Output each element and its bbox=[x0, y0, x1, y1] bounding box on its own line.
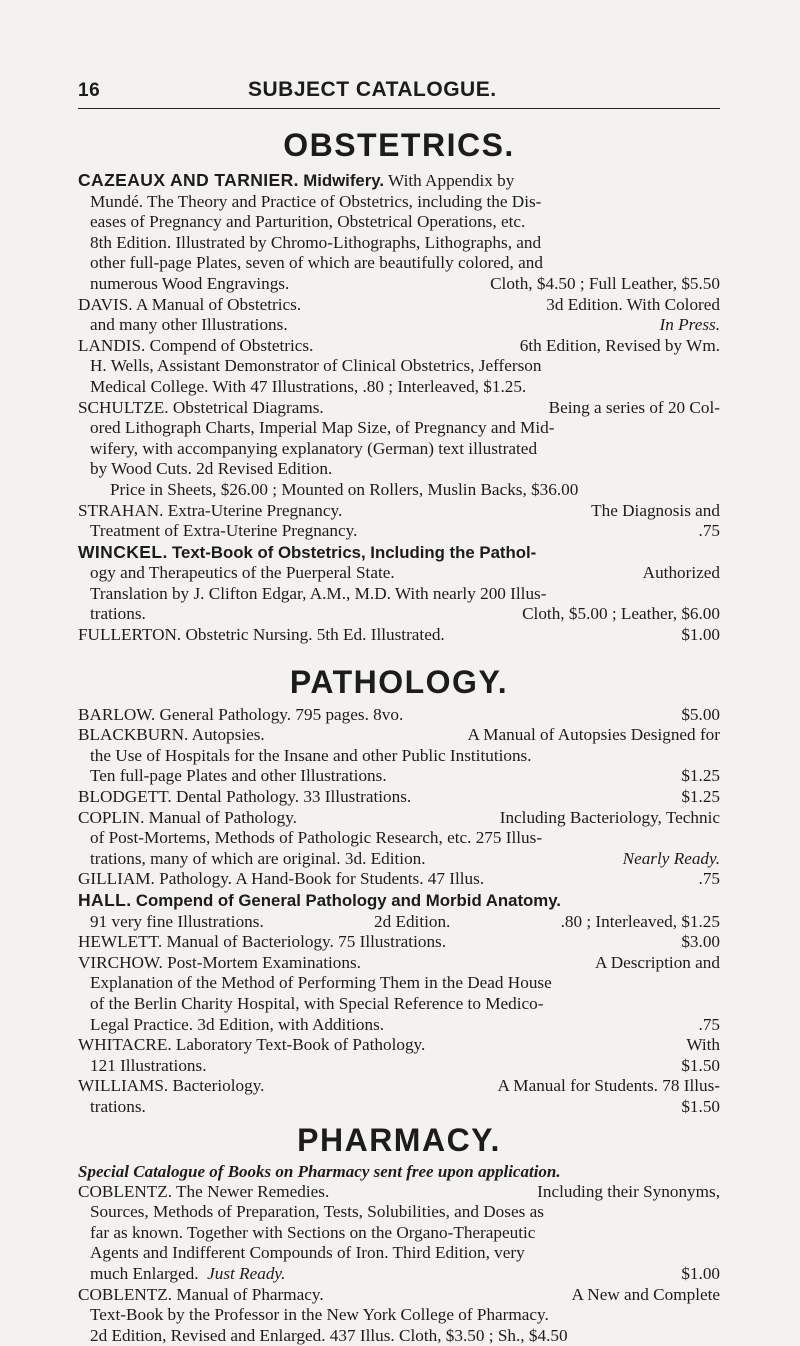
entry-text: 795 pages. 8vo. bbox=[295, 705, 403, 724]
entry-gilliam bbox=[78, 869, 720, 890]
entry-title: Autopsies. bbox=[192, 725, 265, 744]
entry-title: A Manual of Obstetrics. bbox=[136, 295, 301, 314]
entry-williams bbox=[78, 1076, 720, 1117]
entry-text: numerous Wood Engravings. bbox=[90, 274, 289, 295]
entry-status: Nearly Ready. bbox=[623, 849, 720, 870]
entry-author: LANDIS. bbox=[78, 336, 145, 355]
running-head bbox=[78, 78, 720, 102]
entry-title: Midwifery. bbox=[303, 171, 384, 190]
entry-status: In Press. bbox=[660, 315, 720, 336]
entry-text: trations. bbox=[90, 604, 146, 625]
entry-text: Being a series of 20 Col- bbox=[549, 398, 720, 419]
entry-title: Laboratory Text-Book of Pathology. bbox=[176, 1035, 425, 1054]
entry-text: Including Bacteriology, Technic bbox=[500, 808, 720, 829]
page-title: SUBJECT CATALOGUE. bbox=[162, 78, 720, 102]
entry-coplin bbox=[78, 808, 720, 870]
entry-author: CAZEAUX AND TARNIER. bbox=[78, 170, 299, 190]
entry-author: BLACKBURN. bbox=[78, 725, 188, 744]
entry-text: eases of Pregnancy and Parturition, Obstetrical Operations, etc. bbox=[78, 212, 720, 233]
section-heading-pathology: PATHOLOGY. bbox=[78, 664, 720, 701]
entry-title: Extra-Uterine Pregnancy. bbox=[168, 501, 343, 520]
entry-text: and many other Illustrations. bbox=[90, 315, 288, 336]
entry-fullerton bbox=[78, 625, 720, 646]
entry-text: With bbox=[686, 1035, 720, 1056]
entry-text: the Use of Hospitals for the Insane and other Public Institutions. bbox=[78, 746, 720, 767]
entry-text: other full-page Plates, seven of which are beautifully colored, and bbox=[78, 253, 720, 274]
entry-text: wifery, with accompanying explanatory (German) text illustrated bbox=[78, 439, 720, 460]
entry-title: Dental Pathology. bbox=[176, 787, 299, 806]
entry-text: Translation by J. Clifton Edgar, A.M., M.D. With nearly 200 Illus- bbox=[78, 584, 720, 605]
entry-blodgett bbox=[78, 787, 720, 808]
entry-status: Just Ready. bbox=[207, 1264, 285, 1283]
entry-title: Manual of Pharmacy. bbox=[176, 1285, 323, 1304]
entry-barlow bbox=[78, 705, 720, 726]
entry-price: $1.00 bbox=[681, 1264, 720, 1285]
entry-text: The Diagnosis and bbox=[591, 501, 720, 522]
entry-text: With Appendix by bbox=[388, 171, 514, 190]
entry-author: WHITACRE. bbox=[78, 1035, 172, 1054]
entry-winckel bbox=[78, 542, 720, 625]
entry-text: Authorized bbox=[643, 563, 720, 584]
entry-price: $1.25 bbox=[681, 787, 720, 808]
entry-author: SCHULTZE. bbox=[78, 398, 169, 417]
entry-text: by Wood Cuts. 2d Revised Edition. bbox=[78, 459, 720, 480]
entry-author: FULLERTON. bbox=[78, 625, 181, 644]
entry-text: of the Berlin Charity Hospital, with Special Reference to Medico- bbox=[78, 994, 720, 1015]
entry-title: Post-Mortem Examinations. bbox=[167, 953, 361, 972]
entry-text: 2d Edition. bbox=[374, 912, 450, 933]
entry-price: .80 ; Interleaved, $1.25 bbox=[561, 912, 720, 933]
entry-virchow bbox=[78, 953, 720, 1035]
section-heading-obstetrics: OBSTETRICS. bbox=[78, 127, 720, 164]
entry-author: WILLIAMS. bbox=[78, 1076, 168, 1095]
entry-hewlett bbox=[78, 932, 720, 953]
entry-text: trations, many of which are original. 3d. Edition. bbox=[90, 849, 426, 870]
entry-whitacre bbox=[78, 1035, 720, 1076]
header-rule bbox=[78, 108, 720, 109]
entry-strahan bbox=[78, 501, 720, 542]
entry-text: of Post-Mortems, Methods of Pathologic Research, etc. 275 Illus- bbox=[78, 828, 720, 849]
entry-title: Compend of Obstetrics. bbox=[150, 336, 314, 355]
entry-cazeaux bbox=[78, 170, 720, 295]
entry-author: BLODGETT. bbox=[78, 787, 172, 806]
entry-text: 121 Illustrations. bbox=[90, 1056, 207, 1077]
entry-price: .75 bbox=[699, 1015, 720, 1036]
entry-author: STRAHAN. bbox=[78, 501, 163, 520]
entry-title: Pathology. bbox=[159, 869, 232, 888]
entry-title: Bacteriology. bbox=[173, 1076, 265, 1095]
entry-author: GILLIAM. bbox=[78, 869, 155, 888]
entry-landis bbox=[78, 336, 720, 398]
entry-author: COBLENTZ. bbox=[78, 1285, 172, 1304]
entry-text: 6th Edition, Revised by Wm. bbox=[520, 336, 720, 357]
entry-title: ogy and Therapeutics of the Puerperal State. bbox=[90, 563, 395, 584]
entry-author: COBLENTZ. bbox=[78, 1182, 172, 1201]
entry-author: BARLOW. bbox=[78, 705, 155, 724]
page-number: 16 bbox=[78, 80, 162, 102]
entry-schultze bbox=[78, 398, 720, 501]
entry-title: The Newer Remedies. bbox=[176, 1182, 329, 1201]
entry-coblentz-manual bbox=[78, 1285, 720, 1346]
entry-price: $5.00 bbox=[681, 705, 720, 726]
entry-text: Including their Synonyms, bbox=[537, 1182, 720, 1203]
entry-text: 91 very fine Illustrations. bbox=[90, 912, 264, 933]
entry-title: Manual of Bacteriology. bbox=[166, 932, 333, 951]
entry-author: WINCKEL. bbox=[78, 542, 168, 562]
entry-text: Medical College. With 47 Illustrations, .80 ; Interleaved, $1.25. bbox=[78, 377, 720, 398]
entry-author: HALL. bbox=[78, 890, 132, 910]
entry-hall bbox=[78, 890, 720, 932]
entry-price: $1.50 bbox=[681, 1056, 720, 1077]
entry-price: $1.25 bbox=[681, 766, 720, 787]
entry-title: Compend of General Pathology and Morbid Anatomy. bbox=[136, 891, 561, 910]
entry-text: A Manual for Students. 78 Illus- bbox=[498, 1076, 720, 1097]
entry-text: ored Lithograph Charts, Imperial Map Size, of Pregnancy and Mid- bbox=[78, 418, 720, 439]
entry-text: Treatment of Extra-Uterine Pregnancy. bbox=[90, 521, 357, 542]
entry-author: DAVIS. bbox=[78, 295, 133, 314]
entry-text: trations. bbox=[90, 1097, 146, 1118]
entry-text: Ten full-page Plates and other Illustrations. bbox=[90, 766, 387, 787]
entry-text: Legal Practice. 3d Edition, with Additions. bbox=[90, 1015, 384, 1036]
entry-text: A New and Complete bbox=[572, 1285, 720, 1306]
entry-price: $1.00 bbox=[681, 625, 720, 646]
entry-price: .75 bbox=[699, 869, 720, 890]
entry-author: HEWLETT. bbox=[78, 932, 162, 951]
entry-text: Explanation of the Method of Performing Them in the Dead House bbox=[78, 973, 720, 994]
entry-text: 33 Illustrations. bbox=[303, 787, 411, 806]
entry-title: Obstetrical Diagrams. bbox=[173, 398, 324, 417]
entry-price: Cloth, $5.00 ; Leather, $6.00 bbox=[522, 604, 720, 625]
section-heading-pharmacy: PHARMACY. bbox=[78, 1122, 720, 1159]
entry-text: Sources, Methods of Preparation, Tests, Solubilities, and Doses as bbox=[78, 1202, 720, 1223]
entry-text: 3d Edition. With Colored bbox=[546, 295, 720, 316]
special-catalogue-note: Special Catalogue of Books on Pharmacy sent free upon application. bbox=[78, 1161, 720, 1182]
entry-price: Price in Sheets, $26.00 ; Mounted on Rollers, Muslin Backs, $36.00 bbox=[78, 480, 720, 501]
entry-text: A Hand-Book for Students. 47 Illus. bbox=[235, 869, 484, 888]
entry-title: Obstetric Nursing. bbox=[186, 625, 313, 644]
entry-price: $3.00 bbox=[681, 932, 720, 953]
entry-text: Agents and Indifferent Compounds of Iron. Third Edition, very bbox=[78, 1243, 720, 1264]
entry-text: 8th Edition. Illustrated by Chromo-Lithographs, Lithographs, and bbox=[78, 233, 720, 254]
entry-text: A Description and bbox=[595, 953, 720, 974]
entry-price: Cloth, $4.50 ; Full Leather, $5.50 bbox=[490, 274, 720, 295]
entry-price: $1.50 bbox=[681, 1097, 720, 1118]
entry-text: 75 Illustrations. bbox=[338, 932, 446, 951]
entry-davis bbox=[78, 295, 720, 336]
entry-text: Mundé. The Theory and Practice of Obstetrics, including the Dis- bbox=[78, 192, 720, 213]
entry-price: .75 bbox=[699, 521, 720, 542]
entry-author: COPLIN. bbox=[78, 808, 144, 827]
entry-title: Manual of Pathology. bbox=[149, 808, 297, 827]
entry-text: much Enlarged. bbox=[90, 1264, 199, 1283]
entry-text: A Manual of Autopsies Designed for bbox=[467, 725, 720, 746]
entry-author: VIRCHOW. bbox=[78, 953, 163, 972]
entry-blackburn bbox=[78, 725, 720, 787]
entry-text: far as known. Together with Sections on the Organo-Therapeutic bbox=[78, 1223, 720, 1244]
entry-text: Text-Book by the Professor in the New York College of Pharmacy. bbox=[78, 1305, 720, 1326]
entry-title: Text-Book of Obstetrics, Including the Pathol- bbox=[172, 543, 536, 562]
entry-text: 5th Ed. Illustrated. bbox=[317, 625, 445, 644]
entry-text: H. Wells, Assistant Demonstrator of Clinical Obstetrics, Jefferson bbox=[78, 356, 720, 377]
entry-text: 2d Edition, Revised and Enlarged. 437 Illus. Cloth, $3.50 ; Sh., $4.50 bbox=[78, 1326, 720, 1346]
entry-title: General Pathology. bbox=[160, 705, 292, 724]
